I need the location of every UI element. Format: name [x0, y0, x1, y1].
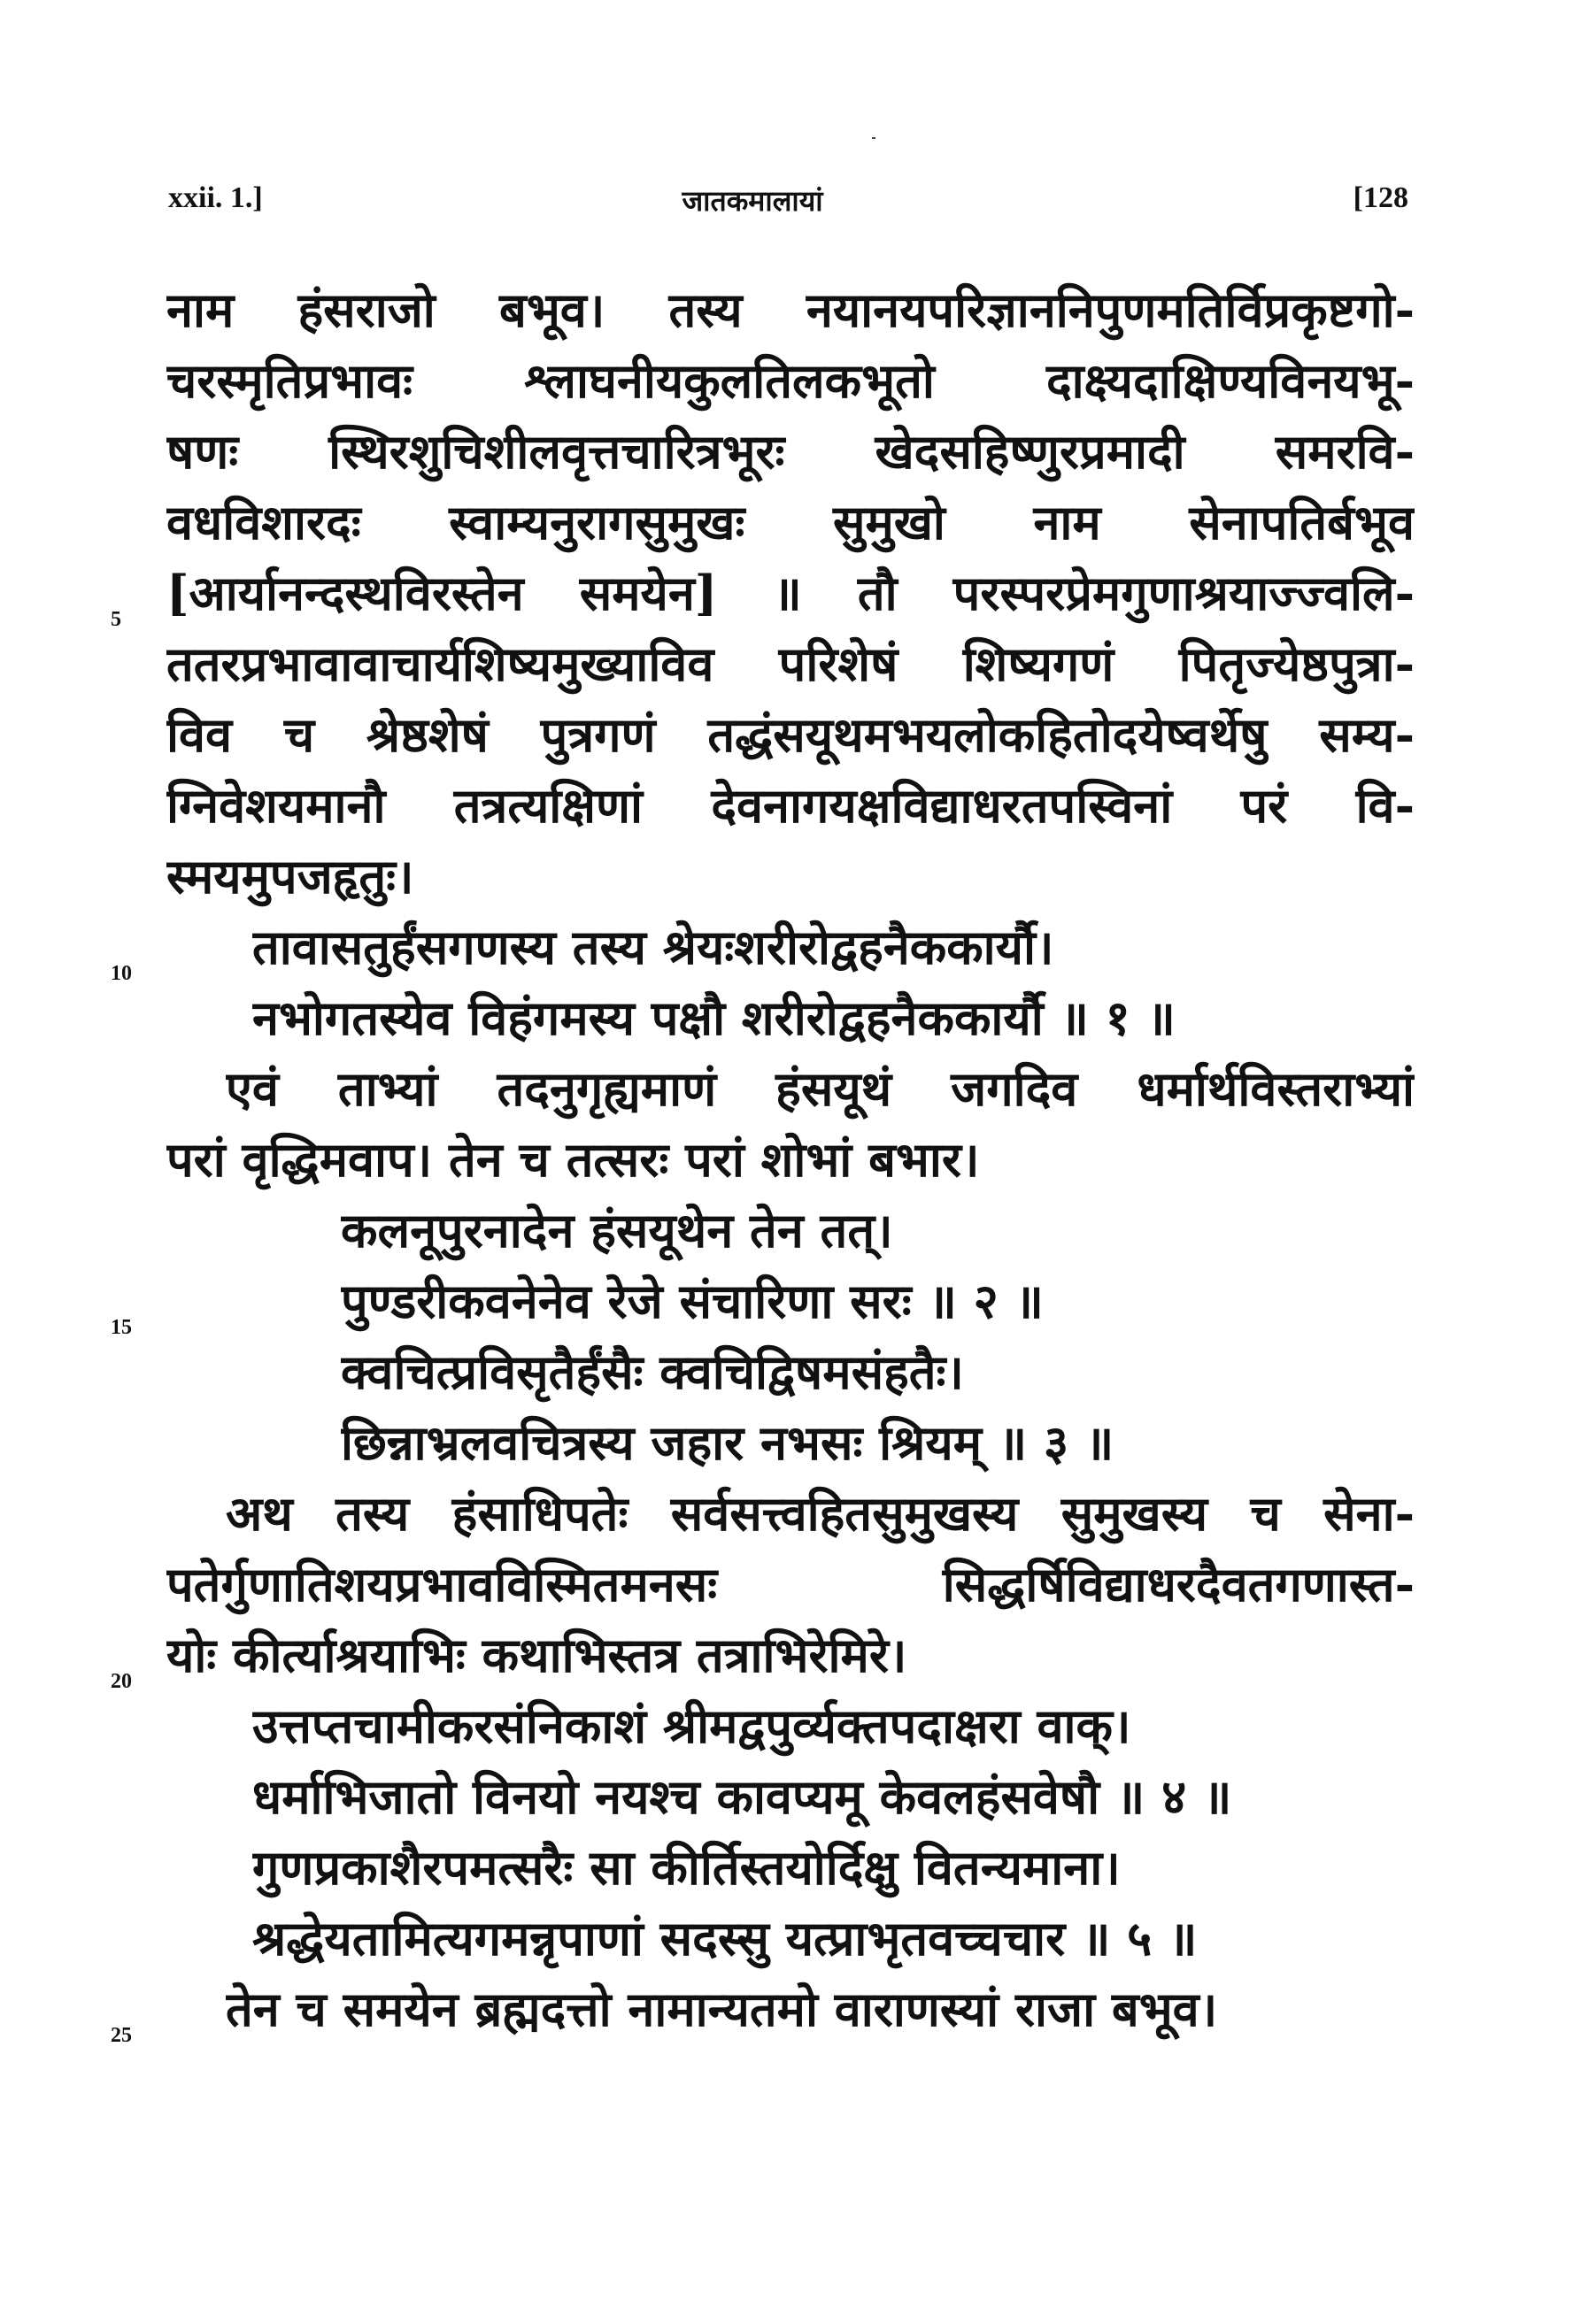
verse-line: नभोगतस्येव विहंगमस्य पक्षौ शरीरोद्वहनैककार्यौ ॥ १ ॥: [252, 989, 1176, 1046]
verse-line: धर्माभिजातो विनयो नयश्च कावप्यमू केवलहंसवेषौ ॥ ४ ॥: [252, 1768, 1232, 1825]
text-line: वधविशारदः स्वाम्यनुरागसुमुखः सुमुखो नाम सेनापतिर्बभूव: [166, 494, 1415, 550]
verse-line: छिन्नाभ्रलवचित्रस्य जहार नभसः श्रियम् ॥ ३ ॥: [341, 1414, 1114, 1471]
text-line: स्मयमुपजहृतुः।: [166, 848, 414, 904]
page-number: [128: [1353, 181, 1408, 214]
text-line: नाम हंसराजो बभूव। तस्य नयानयपरिज्ञाननिपुणमतिर्विप्रकृष्टगो-: [166, 281, 1415, 338]
text-line: एवं ताभ्यां तदनुगृह्यमाणं हंसयूथं जगदिव धर्मार्थविस्तराभ्यां: [226, 1060, 1415, 1117]
line-number: 10: [111, 962, 132, 985]
verse-line: पुण्डरीकवनेनेव रेजे संचारिणा सरः ॥ २ ॥: [341, 1273, 1044, 1329]
verse-line: गुणप्रकाशैरपमत्सरैः सा कीर्तिस्तयोर्दिक्षु वितन्यमाना।: [252, 1839, 1121, 1896]
line-number: 15: [111, 1316, 132, 1339]
chapter-reference: xxii. 1.]: [168, 181, 263, 214]
line-number: 5: [111, 608, 121, 631]
text-line: पतेर्गुणातिशयप्रभावविस्मितमनसः सिद्धर्षिविद्याधरदैवतगणास्त-: [166, 1556, 1415, 1612]
text-line: तेन च समयेन ब्रह्मदत्तो नामान्यतमो वाराणस्यां राजा बभूव।: [226, 1981, 1218, 2037]
text-line: परां वृद्धिमवाप। तेन च तत्सरः परां शोभां बभार।: [166, 1131, 980, 1188]
verse-line: तावासतुर्हंसगणस्य तस्य श्रेयःशरीरोद्वहनैककार्यौ।: [252, 919, 1054, 975]
text-line: अथ तस्य हंसाधिपतेः सर्वसत्त्वहितसुमुखस्य सुमुखस्य च सेना-: [226, 1485, 1415, 1542]
text-line: योः कीर्त्याश्रयाभिः कथाभिस्तत्र तत्राभिरेमिरे।: [166, 1627, 907, 1683]
verse-line: कलनूपुरनादेन हंसयूथेन तेन तत्।: [341, 1202, 893, 1258]
line-number: 25: [111, 2024, 132, 2047]
text-line: ग्निवेशयमानौ तत्रत्यक्षिणां देवनागयक्षविद्याधरतपस्विनां परं वि-: [166, 777, 1415, 834]
line-number: 20: [111, 1670, 132, 1693]
text-line: षणः स्थिरशुचिशीलवृत्तचारित्रभूरः खेदसहिष्णुरप्रमादी समरवि-: [166, 423, 1415, 480]
text-line: ततरप्रभावावाचार्यशिष्यमुख्याविव परिशेषं शिष्यगणं पितृज्येष्ठपुत्रा-: [166, 635, 1415, 692]
verse-line: श्रद्धेयतामित्यगमन्नृपाणां सदस्सु यत्प्राभृतवच्चचार ॥ ५ ॥: [252, 1910, 1198, 1966]
running-title: जातकमालायां: [682, 184, 823, 218]
verse-line: क्वचित्प्रविसृतैर्हंसैः क्वचिद्विषमसंहतैः।: [341, 1343, 964, 1400]
text-line: विव च श्रेष्ठशेषं पुत्रगणं तद्धंसयूथमभयलोकहितोदयेष्वर्थेषु सम्य-: [166, 706, 1415, 763]
verse-line: उत्तप्तचामीकरसंनिकाशं श्रीमद्वपुर्व्यक्तपदाक्षरा वाक्।: [252, 1697, 1131, 1754]
text-line: चरस्मृतिप्रभावः श्लाघनीयकुलतिलकभूतो दाक्ष्यदाक्षिण्यविनयभू-: [166, 352, 1415, 409]
text-line: [आर्यानन्दस्थविरस्तेन समयेन] ॥ तौ परस्परप्रेमगुणाश्रयाज्ज्वलि-: [166, 565, 1415, 621]
